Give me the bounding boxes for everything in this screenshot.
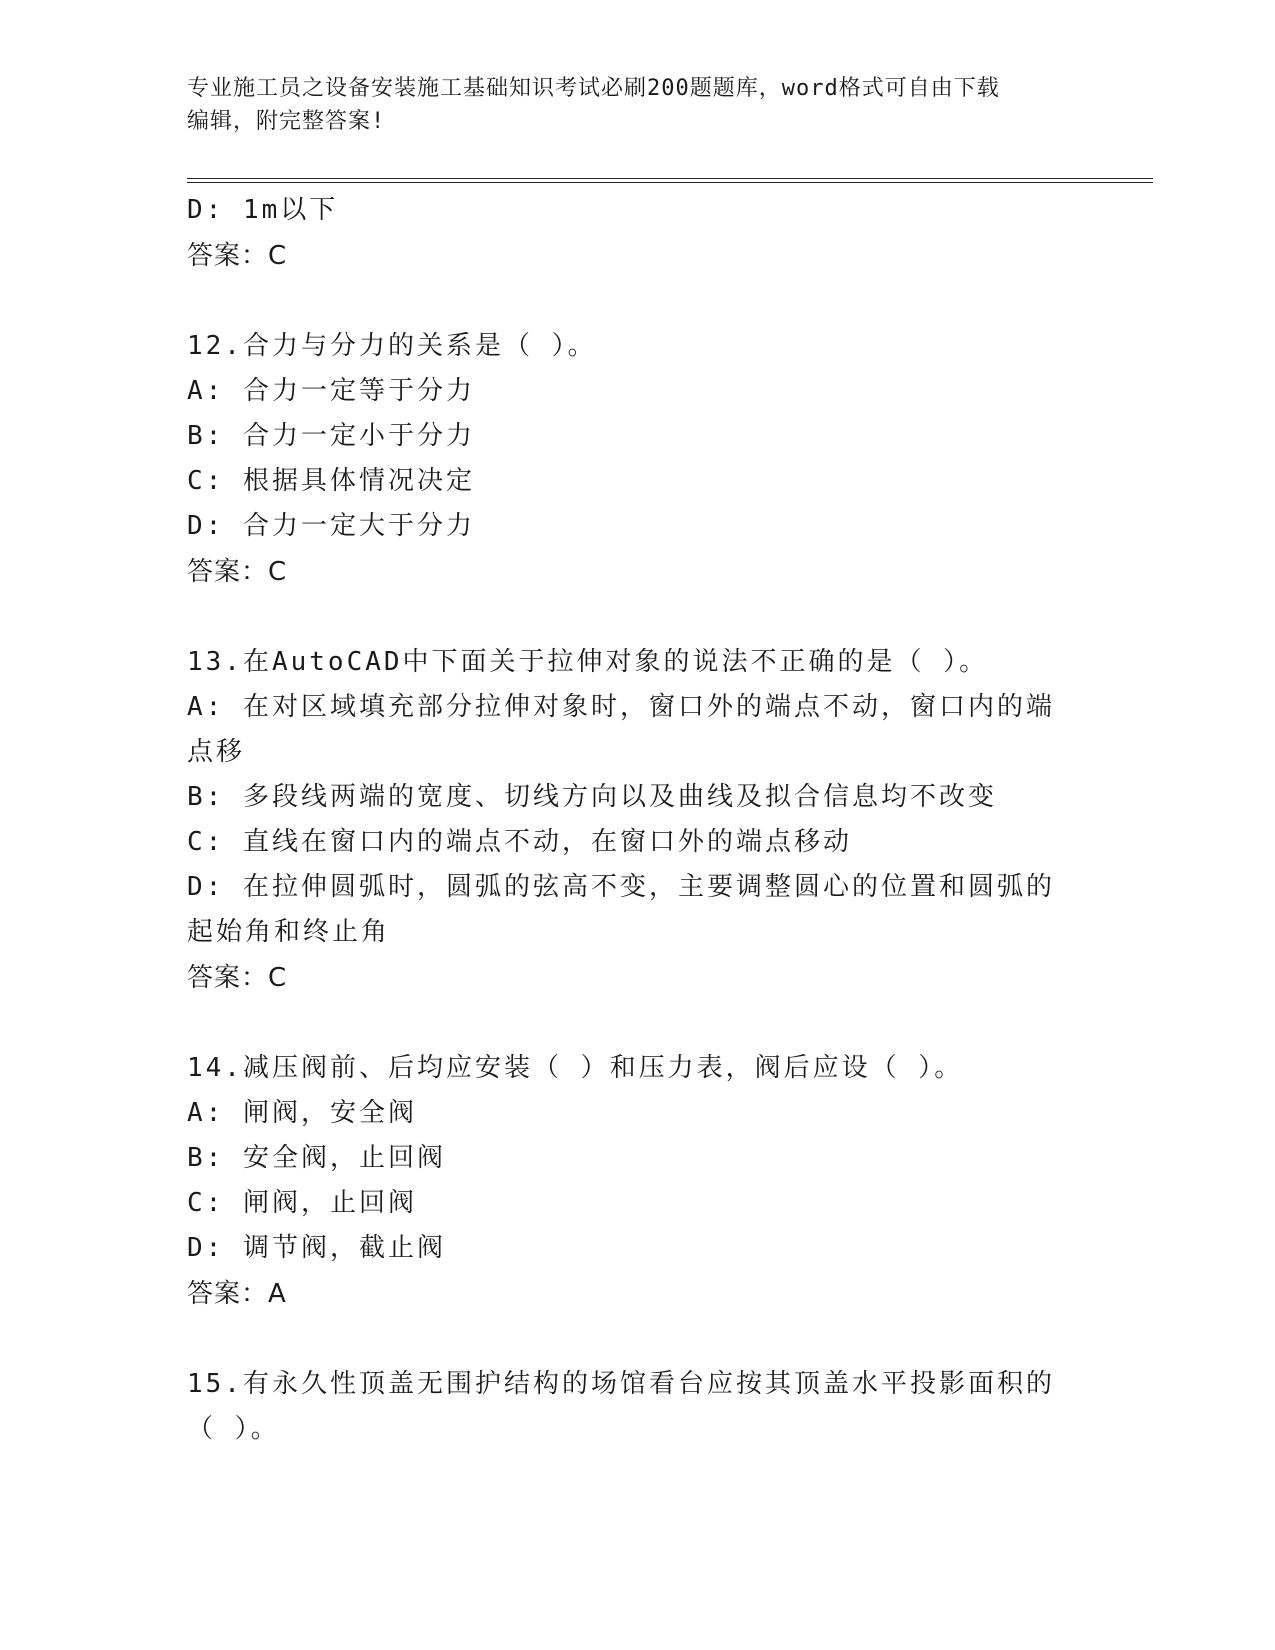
option-c: C: 根据具体情况决定: [187, 466, 475, 496]
option-b: B: 安全阀，止回阀: [187, 1143, 446, 1173]
header-title-line-2: 编辑，附完整答案!: [187, 109, 386, 134]
question-stem: 13.在AutoCAD中下面关于拉伸对象的说法不正确的是（ ）。: [187, 647, 989, 677]
option-a: A: 闸阀，安全阀: [187, 1098, 417, 1128]
option-b: B: 多段线两端的宽度、切线方向以及曲线及拟合信息均不改变: [187, 782, 997, 812]
question-13: [187, 640, 1077, 1001]
spacer: [187, 1001, 1077, 1046]
option-c: C: 直线在窗口内的端点不动，在窗口外的端点移动: [187, 827, 852, 857]
document-header: [187, 72, 1067, 138]
header-divider: [187, 178, 1153, 183]
option-a: A: 在对区域填充部分拉伸对象时，窗口外的端点不动，窗口内的端点移: [187, 692, 1055, 767]
option-d: D: 调节阀，截止阀: [187, 1233, 446, 1263]
question-stem: 14.减压阀前、后均应安装（ ）和压力表，阀后应设（ ）。: [187, 1053, 964, 1083]
spacer: [187, 595, 1077, 640]
question-stem: 15.有永久性顶盖无围护结构的场馆看台应按其顶盖水平投影面积的（ ）。: [187, 1369, 1055, 1444]
option-d: D: 在拉伸圆弧时，圆弧的弦高不变，主要调整圆心的位置和圆弧的起始角和终止角: [187, 872, 1055, 947]
question-15: [187, 1362, 1077, 1452]
option-d: D: 合力一定大于分力: [187, 511, 475, 541]
answer-line: 答案：C: [187, 241, 288, 271]
previous-question-tail: [187, 188, 1077, 279]
spacer: [187, 279, 1077, 324]
option-d: D: 1m以下: [187, 195, 339, 225]
question-12: [187, 324, 1077, 595]
answer-line: 答案：C: [187, 557, 288, 587]
question-list: [187, 188, 1077, 1452]
question-stem: 12.合力与分力的关系是（ ）。: [187, 331, 597, 361]
answer-line: 答案：C: [187, 963, 288, 993]
option-b: B: 合力一定小于分力: [187, 421, 475, 451]
header-title-line-1: 专业施工员之设备安装施工基础知识考试必刷200题题库，word格式可自由下载: [187, 76, 1000, 101]
answer-line: 答案：A: [187, 1279, 287, 1309]
option-c: C: 闸阀，止回阀: [187, 1188, 417, 1218]
spacer: [187, 1317, 1077, 1362]
option-a: A: 合力一定等于分力: [187, 376, 475, 406]
question-14: [187, 1046, 1077, 1317]
